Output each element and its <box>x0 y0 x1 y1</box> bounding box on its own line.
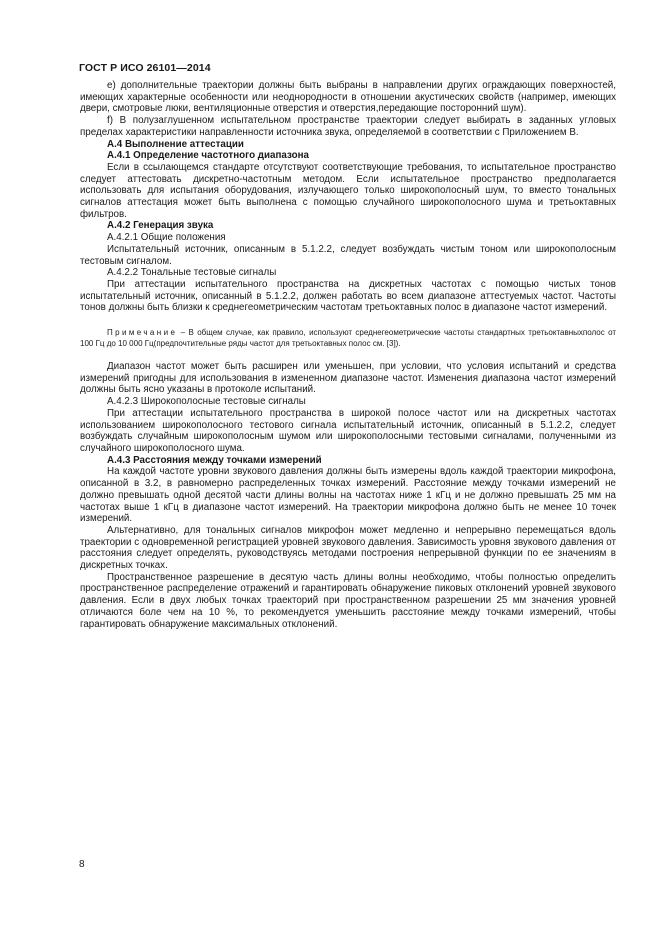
note-label: Примечание <box>107 328 178 338</box>
paragraph-a423: При аттестации испытательного пространства в широкой полосе частот или на дискретных частотах использованием широкополосного тестового сигнала испытательный источник, описанный в 5.1.2.2, следует возбуждать случайным широкополосным шумом или широкополосными тестовыми сигналами, полученными из случайного широкополосного шума. <box>80 407 616 454</box>
page-header: ГОСТ Р ИСО 26101—2014 <box>79 62 211 74</box>
paragraph-a421: Испытательный источник, описанным в 5.1.2.2, следует возбуждать чистым тоном или широкополосным тестовым сигналом. <box>80 243 616 267</box>
paragraph-a43-1: На каждой частоте уровни звукового давления должны быть измерены вдоль каждой траектории микрофона, описанной в 3.2, в равномерно распределенных точках измерений. Расстояние между точками измерений не должно превышать одной десятой части длины волны на частотах ниже 1 кГц и не должно превышать 25 мм на частотах выше 1 кГц в диапазоне частот измерений. На траектории микрофона должно быть не менее 10 точек измерений. <box>80 466 616 525</box>
page-number: 8 <box>79 859 85 870</box>
subheading-a423: А.4.2.3 Широкополосные тестовые сигналы <box>107 396 306 408</box>
paragraph-a422: При аттестации испытательного пространства на дискретных частотах с помощью чистых тонов испытательный источник, описанный в 5.1.2.2, должен работать во всем диапазоне аттестуемых частот. Частоты тонов должны быть близки к среднегеометрическим частотам третьоктавных полос в диапазоне частот измерений. <box>80 278 616 314</box>
subheading-a421: А.4.2.1 Общие положения <box>107 232 226 244</box>
section-heading-a4: А.4 Выполнение аттестации <box>107 138 244 150</box>
paragraph-f: f) В полузаглушенном испытательном пространстве траектории следует выбирать в заданных угловых пределах характеристики направленности источника звука, определяемой в соответствии с Приложением В. <box>80 115 616 138</box>
paragraph-a43-2: Альтернативно, для тональных сигналов микрофон может медленно и непрерывно перемещаться вдоль траектории с одновременной регистрацией уровней звукового давления. Зависимость уровня звукового давления от расстояния следует определять, руководствуясь методами построения непрерывной функции по ее значениям в дискретных точках. <box>80 524 616 572</box>
section-heading-a42: А.4.2 Генерация звука <box>107 220 214 232</box>
subheading-a422: А.4.2.2 Тональные тестовые сигналы <box>107 267 277 279</box>
document-body <box>80 80 616 630</box>
paragraph-a41: Если в ссылающемся стандарте отсутствуют соответствующие требования, то испытательное пространство следует аттестовать дискретно-частотным методом. Если испытательное пространство предполагается использовать для испытания оборудования, излучающего только широкополосный шум, то вместо тональных сигналов аттестация может быть выполнена с помощью случайного широкополосного шума и третьоктавных фильтров. <box>80 161 616 220</box>
paragraph-e: е) дополнительные траектории должны быть выбраны в направлении других ограждающих поверхностей, имеющих характерные особенности или неоднородности в отношении акустических свойств (например, имеющих двери, смотровые люки, вентиляционные отверстия и отверстия,передающие посторонний шум). <box>80 80 616 115</box>
paragraph-a43-3: Пространственное разрешение в десятую часть длины волны необходимо, чтобы полностью определить пространственное распределение отражений и гарантировать обнаружение пиковых отклонений уровней звукового давления. Если в двух любых точках траекторий при пространственном разрешении 25 мм значения уровней отличаются боле чем на 10 %, то рекомендуется уменьшить расстояние между точками измерений, чтобы гарантировать обнаружение максимальных отклонений. <box>80 571 616 630</box>
section-heading-a41: А.4.1 Определение частотного диапазона <box>107 150 309 162</box>
note <box>80 327 616 349</box>
paragraph-range: Диапазон частот может быть расширен или уменьшен, при условии, что условия испытаний и средства измерений пригодны для использования в измененном диапазоне частот. Изменения диапазона частот измерений должны быть ясно указаны в протоколе испытаний. <box>80 361 616 396</box>
section-heading-a43: А.4.3 Расстояния между точками измерений <box>107 454 322 466</box>
note-text: – В общем случае, как правило, используют среднегеометрические частоты стандартных третьоктавныхполос от 100 Гц до 10 000 Гц(предпочтительные ряды частот для третьоктавных полос см. [3]). <box>80 328 616 349</box>
